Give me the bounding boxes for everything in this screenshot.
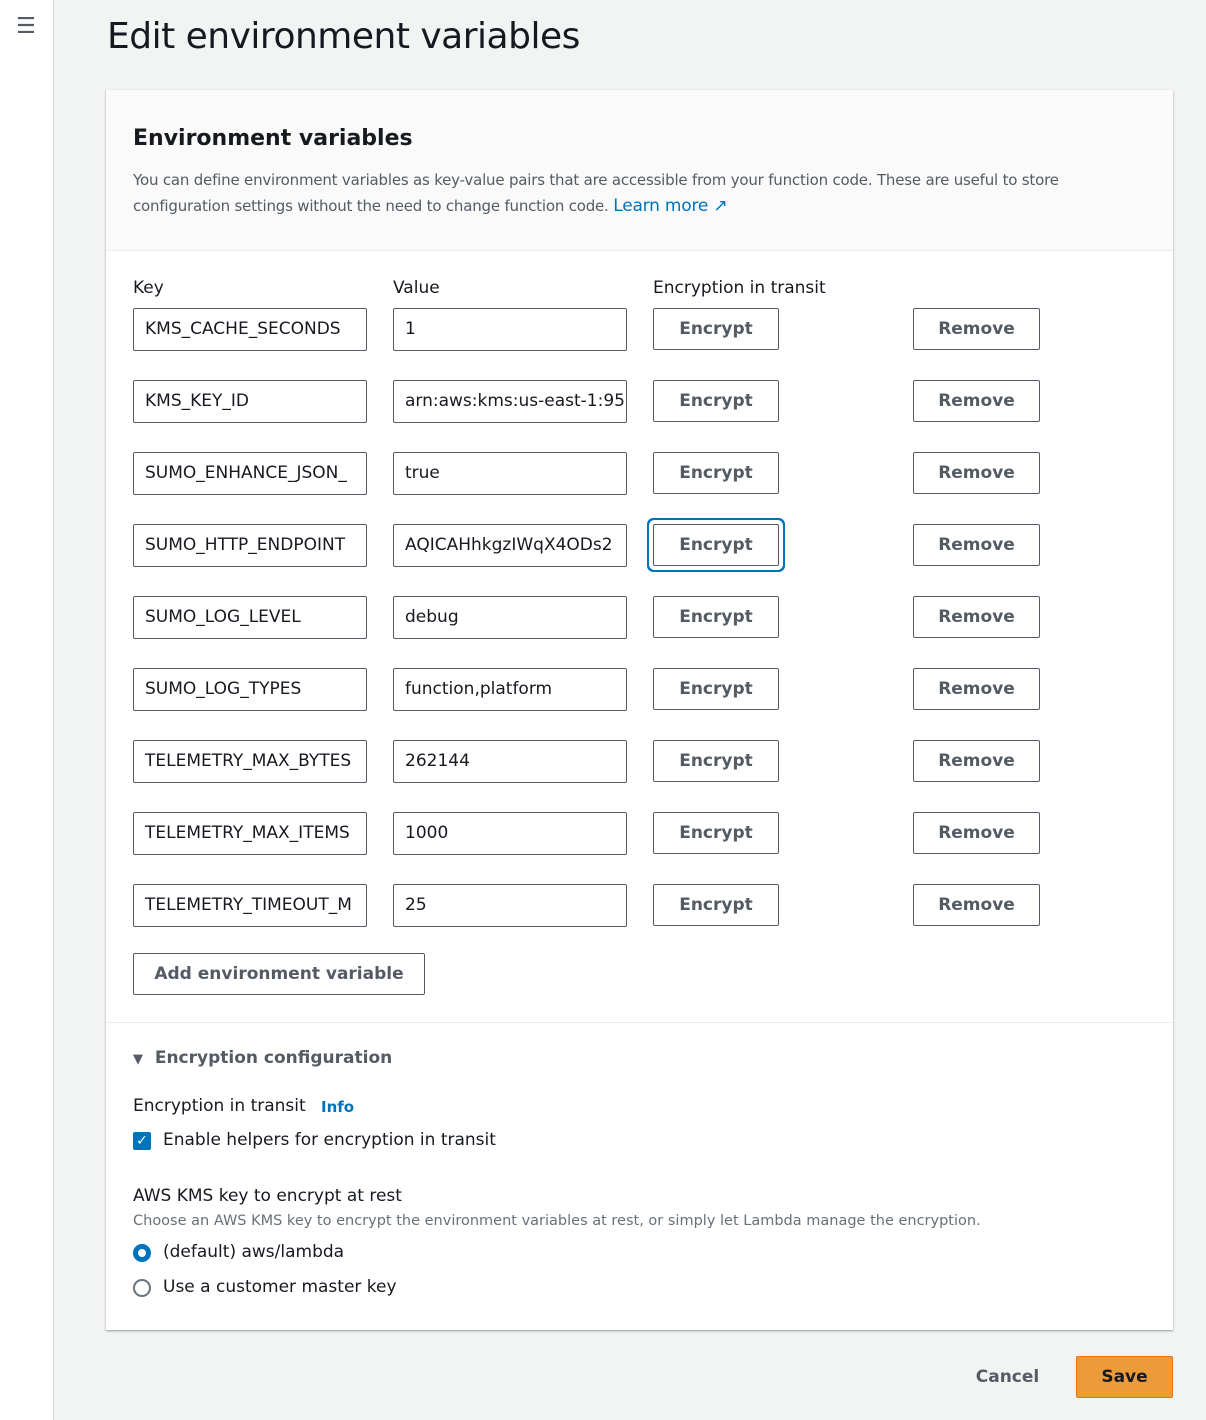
remove-button[interactable]: Remove	[913, 524, 1040, 566]
value-input[interactable]: 262144	[393, 740, 627, 783]
key-input[interactable]: SUMO_LOG_TYPES	[133, 668, 367, 711]
page-title: Edit environment variables	[107, 16, 580, 57]
env-variable-row	[133, 524, 1133, 567]
external-link-icon: ↗	[713, 196, 728, 216]
key-input[interactable]: TELEMETRY_TIMEOUT_M	[133, 884, 367, 927]
encrypt-button[interactable]: Encrypt	[653, 740, 779, 782]
remove-button[interactable]: Remove	[913, 668, 1040, 710]
remove-button[interactable]: Remove	[913, 740, 1040, 782]
radio-customer-master-key[interactable]	[133, 1279, 151, 1297]
env-variable-row	[133, 596, 1133, 639]
remove-button[interactable]: Remove	[913, 452, 1040, 494]
key-input[interactable]: SUMO_LOG_LEVEL	[133, 596, 367, 639]
info-link[interactable]: Info	[321, 1098, 355, 1116]
sidebar	[0, 0, 54, 1420]
radio-label-default: (default) aws/lambda	[163, 1242, 345, 1262]
encrypt-button[interactable]: Encrypt	[653, 884, 779, 926]
value-input[interactable]: 1	[393, 308, 627, 351]
value-input[interactable]: true	[393, 452, 627, 495]
value-input[interactable]: AQICAHhkgzIWqX4ODs2	[393, 524, 627, 567]
enable-helpers-checkbox[interactable]: ✓	[133, 1132, 151, 1150]
add-environment-variable-button[interactable]: Add environment variable	[133, 953, 425, 995]
kms-key-description: Choose an AWS KMS key to encrypt the environment variables at rest, or simply let Lambda manage the encryption.	[133, 1213, 981, 1229]
learn-more-link[interactable]: Learn more ↗	[613, 196, 728, 216]
env-variable-row	[133, 380, 1133, 423]
encryption-column-label: Encryption in transit	[653, 278, 826, 298]
key-input[interactable]: SUMO_ENHANCE_JSON_	[133, 452, 367, 495]
radio-label-customer-key: Use a customer master key	[163, 1277, 397, 1297]
encrypt-button[interactable]: Encrypt	[653, 524, 779, 566]
environment-variables-panel	[106, 90, 1173, 1330]
remove-button[interactable]: Remove	[913, 812, 1040, 854]
remove-button[interactable]: Remove	[913, 380, 1040, 422]
remove-button[interactable]: Remove	[913, 884, 1040, 926]
encrypt-button[interactable]: Encrypt	[653, 812, 779, 854]
value-input[interactable]: arn:aws:kms:us-east-1:95	[393, 380, 627, 423]
key-input[interactable]: KMS_KEY_ID	[133, 380, 367, 423]
section-title: Environment variables	[133, 126, 413, 151]
key-input[interactable]: TELEMETRY_MAX_ITEMS	[133, 812, 367, 855]
env-variable-row	[133, 668, 1133, 711]
encrypt-button[interactable]: Encrypt	[653, 596, 779, 638]
encryption-configuration-toggle[interactable]: ▼ Encryption configuration	[133, 1048, 393, 1068]
value-input[interactable]: 1000	[393, 812, 627, 855]
env-variable-row	[133, 812, 1133, 855]
encryption-in-transit-label: Encryption in transit	[133, 1096, 306, 1116]
hamburger-menu-icon[interactable]: ☰	[16, 14, 36, 39]
remove-button[interactable]: Remove	[913, 596, 1040, 638]
key-input[interactable]: TELEMETRY_MAX_BYTES	[133, 740, 367, 783]
env-variable-row	[133, 884, 1133, 927]
value-column-label: Value	[393, 278, 440, 298]
cancel-button[interactable]: Cancel	[960, 1356, 1055, 1398]
section-description: You can define environment variables as key-value pairs that are accessible from your function code. These are useful to store configuration settings without the need to change function code. Learn more ↗	[133, 171, 1059, 216]
radio-default-aws-lambda[interactable]	[133, 1244, 151, 1262]
encrypt-button[interactable]: Encrypt	[653, 308, 779, 350]
key-input[interactable]: SUMO_HTTP_ENDPOINT	[133, 524, 367, 567]
divider	[106, 1022, 1173, 1023]
enable-helpers-label: Enable helpers for encryption in transit	[163, 1130, 496, 1150]
kms-key-label: AWS KMS key to encrypt at rest	[133, 1186, 402, 1206]
remove-button[interactable]: Remove	[913, 308, 1040, 350]
value-input[interactable]: function,platform	[393, 668, 627, 711]
encrypt-button[interactable]: Encrypt	[653, 452, 779, 494]
save-button[interactable]: Save	[1076, 1356, 1173, 1398]
value-input[interactable]: 25	[393, 884, 627, 927]
env-variable-row	[133, 308, 1133, 351]
env-variable-row	[133, 452, 1133, 495]
encrypt-button[interactable]: Encrypt	[653, 668, 779, 710]
key-input[interactable]: KMS_CACHE_SECONDS	[133, 308, 367, 351]
encrypt-button[interactable]: Encrypt	[653, 380, 779, 422]
caret-down-icon: ▼	[133, 1052, 143, 1067]
value-input[interactable]: debug	[393, 596, 627, 639]
env-variable-row	[133, 740, 1133, 783]
key-column-label: Key	[133, 278, 164, 298]
